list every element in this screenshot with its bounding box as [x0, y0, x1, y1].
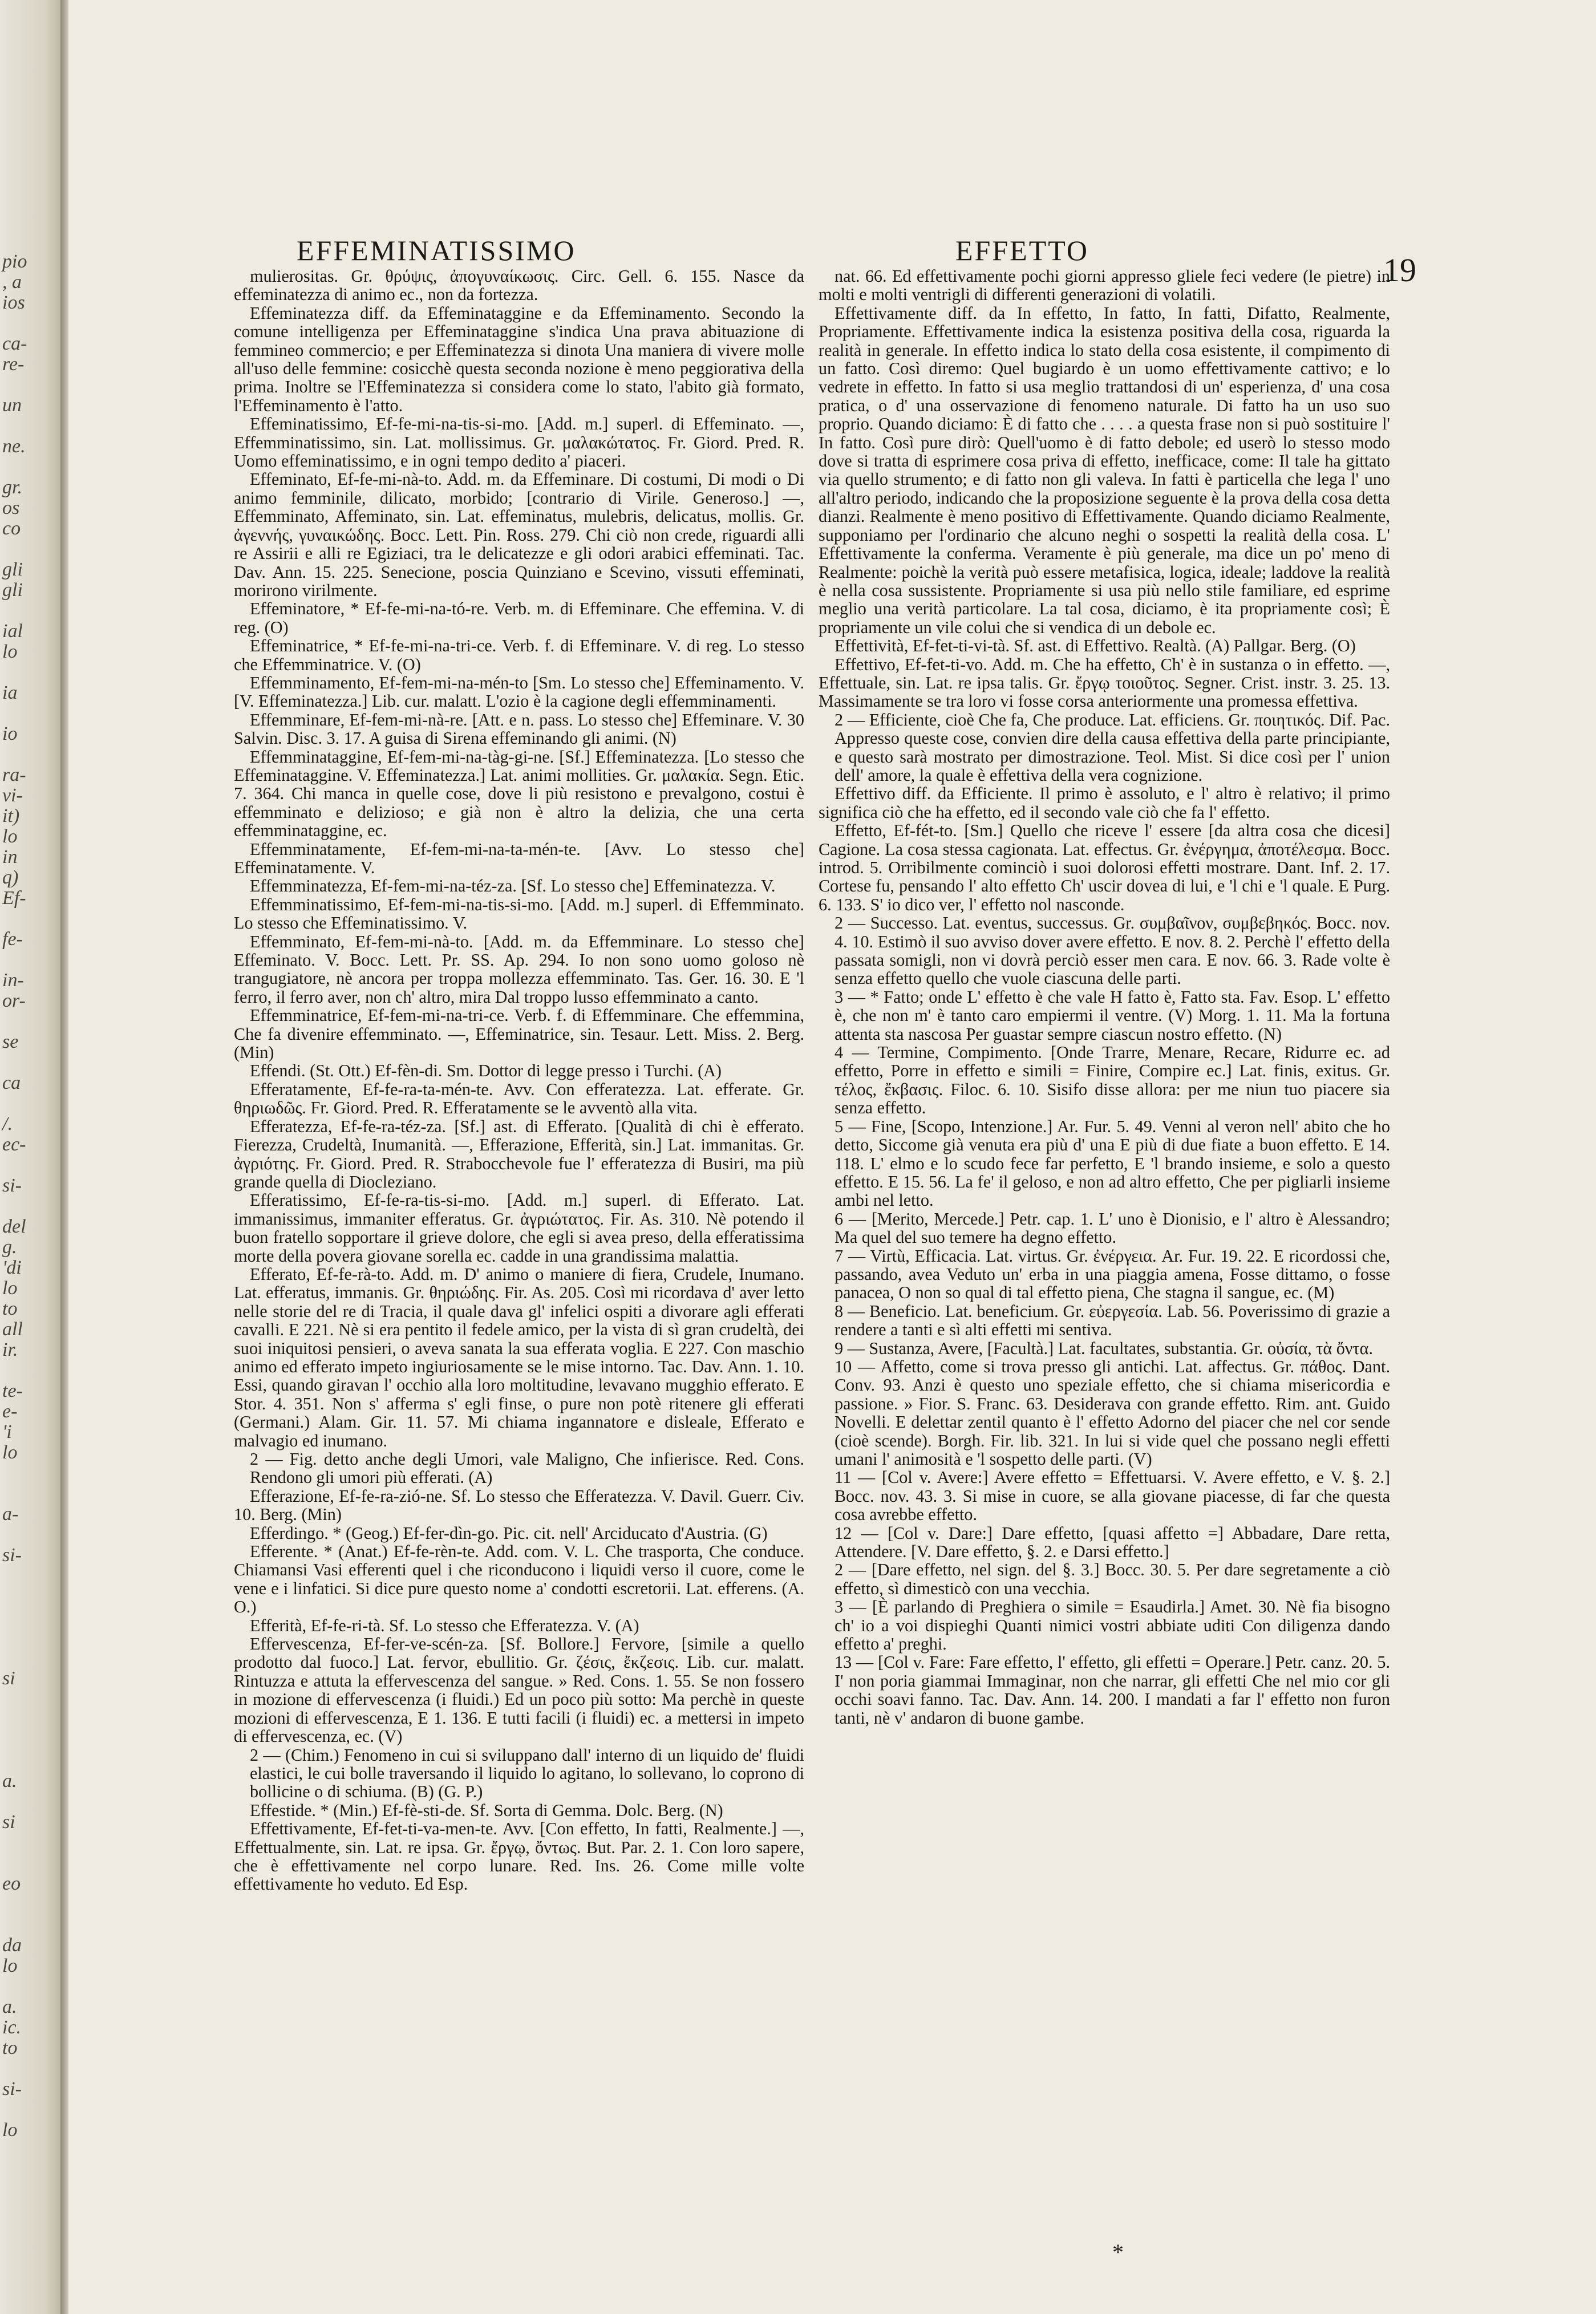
dictionary-entry: Efferdingo. * (Geog.) Ef-fer-dìn-go. Pic. cit. nell' Arciducato d'Austria. (G) [250, 1523, 768, 1543]
dictionary-entry: Effemminato, Ef-fem-mi-nà-to. [Add. m. da Effemminare. Lo stesso che] Effeminato. V. Bocc. Lett. Pr. SS. Ap. 294. Io non sono uomo goloso nè trangugiatore, nè ancora per troppa mollezza effemminato. Tas. Ger. 16. 30. E 'l ferro, il ferro aver, non ch' altro, mira Dal troppo lusso effemminato a canto. [234, 931, 804, 1007]
dictionary-entry: Effeminatrice, * Ef-fe-mi-na-tri-ce. Verb. f. di Effeminare. V. di reg. Lo stesso che Effemminatrice. V. (O) [234, 636, 804, 674]
gutter-fragment: , a [2, 271, 22, 293]
gutter-fragment: gli [2, 579, 23, 601]
dictionary-entry: 2 — (Chim.) Fenomeno in cui si sviluppano dall' interno di un liquido de' fluidi elastici, le cui bolle traversando il liquido lo agitano, lo sollevano, lo coprono di bollicine o di schiuma. (B) (G. P.) [250, 1745, 804, 1802]
gutter-fragment: or- [2, 990, 26, 1011]
gutter-fragment: ir. [2, 1339, 18, 1360]
gutter-fragment: lo [2, 1442, 18, 1463]
gutter-fragment: ec- [2, 1134, 26, 1155]
dictionary-entry: Effervescenza, Ef-fer-ve-scén-za. [Sf. Bollore.] Fervore, [simile a quello prodotto dal fuoco.] Lat. fervor, ebullitio. Gr. ζέσις, ἔκζεσις. Lib. cur. malatt. Rintuzza e attuta la effervescenza del sangue. » Red. Cons. 1. 55. Se non fossero in mozione di effervescenza (i fluidi.) Ed un poco più sotto: Ma perchè in queste mozioni di effervescenza, E 1. 136. E tutti facili (i fluidi) ec. a mettersi in impeto di effervescenza, ec. (V) [234, 1634, 804, 1746]
facing-page-edge [0, 0, 64, 2314]
gutter-fragment: lo [2, 641, 18, 662]
dictionary-entry: 7 — Virtù, Efficacia. Lat. virtus. Gr. ἐνέργεια. Ar. Fur. 19. 22. E ricordossi che, passando, avea Veduto un' erba in una piaggia amena, Fosse dittamo, o fosse panacea, O non so qual di tal effetto piena, Che stagna il sangue, ec. (M) [835, 1246, 1390, 1303]
gutter-fragment: eo [2, 1873, 21, 1894]
gutter-fragment: un [2, 395, 22, 416]
gutter-fragment: si [2, 1812, 15, 1833]
dictionary-entry: Efferente. * (Anat.) Ef-fe-rèn-te. Add. com. V. L. Che trasporta, Che conduce. Chiamansi Vasi efferenti quel i che riconducono i liquidi verso il cuore, come le vene e i linfatici. Si dice pure questo nome a' condotti escretorii. Lat. efferens. (A. O.) [234, 1542, 804, 1617]
gutter-fragment: vi- [2, 785, 23, 806]
dictionary-entry: 2 — Successo. Lat. eventus, successus. Gr. συμβαῖνον, συμβεβηκός. Bocc. nov. 4. 10. Estimò il suo avviso dover avere effetto. E nov. 8. 2. Perchè l' effetto della passata somigli, non vi dovrà perciò esser men cara. E nov. 66. 3. Rade volte è senza effetto quello che vuole ciascuna delle parti. [835, 913, 1390, 988]
book-fold [60, 0, 68, 2314]
gutter-fragment: da [2, 1935, 22, 1956]
dictionary-entry: 9 — Sustanza, Avere, [Facultà.] Lat. facultates, substantia. Gr. οὐσία, τὰ ὄντα. [835, 1338, 1374, 1358]
gutter-fragment: lo [2, 1955, 18, 1976]
dictionary-page [68, 0, 1596, 2314]
dictionary-entry: 8 — Beneficio. Lat. beneficium. Gr. εὐεργεσία. Lab. 56. Poverissimo di grazie a rendere a tanti e sì alti effetti mi sentiva. [835, 1301, 1390, 1340]
dictionary-entry: 11 — [Col v. Avere:] Avere effetto = Effettuarsi. V. Avere effetto, e V. §. 2.] Bocc. nov. 43. 3. Si mise in cuore, se alla giovane piacesse, di far che questa cosa avrebbe effetto. [835, 1468, 1390, 1525]
gutter-fragment: si [2, 1668, 15, 1689]
page-number: 19 [1383, 252, 1416, 289]
running-head-right: EFFETTO [955, 234, 1089, 266]
dictionary-entry: 2 — [Dare effetto, nel sign. del §. 3.] Bocc. 30. 5. Per dare segretamente a ciò effetto, sì dimesticò con una vecchia. [835, 1560, 1390, 1598]
gutter-fragment: se [2, 1031, 19, 1052]
dictionary-entry: 3 — * Fatto; onde L' effetto è che vale H fatto è, Fatto sta. Fav. Esop. L' effetto è, che non m' è tanto caro empiermi il ventre. (V) Morg. 1. 11. Ma la fortuna attenta sta nascosa Per guastar sempre ciascun nostro effetto. (N) [835, 987, 1390, 1044]
gutter-fragment: all [2, 1319, 23, 1340]
dictionary-entry: Effeminatezza diff. da Effeminataggine e da Effeminamento. Secondo la comune intelligenza per Effeminataggine s'indica Una prava abituazione di femmineo commercio; e per Effeminatezza si dinota Una maniera di vivere molle all'uso delle femmine: cosicchè questa seconda nozione è meno peggiorativa della prima. Inoltre se l'Effeminatezza si considera come lo stato, l'abito già formato, l'Effeminamento è l'atto. [234, 303, 804, 415]
dictionary-entry: Effetto, Ef-fét-to. [Sm.] Quello che riceve l' essere [da altra cosa che dicesi] Cagione. La cosa stessa cagionata. Lat. effectus. Gr. ἐνέργημα, ἀποτέλεσμα. Bocc. introd. 5. Orribilmente cominciò i suoi dolorosi effetti mostrare. Dant. Inf. 2. 17. Cortese fu, pensando l' alto effetto Ch' uscir dovea di lui, e 'l chi e 'l quale. E Purg. 6. 133. S' io dico ver, l' effetto nol nasconde. [819, 821, 1390, 914]
gutter-fragment: ra- [2, 764, 26, 785]
dictionary-entry: Effettivo diff. da Efficiente. Il primo è assoluto, e l' altro è relativo; il primo significa ciò che ha effetto, ed il secondo vale ciò che fa l' effetto. [819, 784, 1390, 822]
dictionary-entry: Effemminatezza, Ef-fem-mi-na-téz-za. [Sf. Lo stesso che] Effeminatezza. V. [250, 876, 776, 896]
dictionary-entry: 6 — [Merito, Mercede.] Petr. cap. 1. L' uno è Dionisio, e l' altro è Alessandro; Ma quel del suo temere ha degno effetto. [835, 1209, 1390, 1247]
gutter-fragment: ca [2, 1072, 21, 1093]
dictionary-entry: Effettività, Ef-fet-ti-vi-tà. Sf. ast. di Effettivo. Realtà. (A) Pallgar. Berg. (O) [835, 636, 1356, 656]
gutter-fragment: /. [2, 1113, 13, 1134]
dictionary-entry: 4 — Termine, Compimento. [Onde Trarre, Menare, Recare, Ridurre ec. ad effetto, Porre in effetto e simili = Finire, Compire ec.] Lat. finis, exitus. Gr. τέλος, ἔκβασις. Filoc. 6. 10. Sisifo disse allora: per me niun tuo piacere sia senza effetto. [835, 1043, 1390, 1118]
right-column [819, 267, 1390, 2229]
gutter-fragment: 'i [2, 1421, 12, 1442]
gutter-fragment: it) [2, 805, 20, 826]
dictionary-entry: Efferato, Ef-fe-rà-to. Add. m. D' animo o maniere di fiera, Crudele, Inumano. Lat. efferatus, immanis. Gr. θηριώδης. Fir. As. 205. Così mi ricordava d' aver letto nelle storie del re di Tracia, il quale dava gl' infelici ospiti a divorare agli efferati cavalli. E 221. Nè si era pentito il fedele amico, per la vista di sì gran crudeltà, dei suoi iniquitosi pensieri, o aveva sanata la sua efferata voglia. E 227. Con maschio animo ed efferato impeto ingiuriosamente se le mise intorno. Tac. Dav. Ann. 1. 10. Essi, quando giravan l' occhio alla loro moltitudine, levavano mugghio efferato. E Stor. 4. 351. Non s' afferma s' egli finse, o pure non potè ritenere gli efferati (Germani.) Alam. Gir. 11. 57. Mi chiama ingannatore e disleale, Efferato e malvagio ed inumano. [234, 1264, 804, 1450]
gutter-fragment: a- [2, 1504, 19, 1525]
dictionary-entry: 12 — [Col v. Dare:] Dare effetto, [quasi affetto =] Abbadare, Dare retta, Attendere. [V. Dare effetto, §. 2. e Darsi effetto.] [835, 1523, 1390, 1562]
gutter-fragment: q) [2, 867, 19, 888]
dictionary-entry: nat. 66. Ed effettivamente pochi giorni appresso gliele feci vedere (le pietre) in molti e molti ventrigli di differenti generazioni di volatili. [819, 267, 1390, 305]
gutter-fragment: te- [2, 1380, 23, 1401]
dictionary-entry: Effestide. * (Min.) Ef-fè-sti-de. Sf. Sorta di Gemma. Dolc. Berg. (N) [250, 1800, 723, 1820]
gutter-fragment: lo [2, 2120, 18, 2141]
footer-mark: * [1112, 2239, 1124, 2265]
dictionary-entry: Effettivamente diff. da In effetto, In fatto, In fatti, Difatto, Realmente, Propriamente. Effettivamente indica la esistenza positiva della cosa, riguarda la realità in generale. In effetto indica lo stato della cosa esistente, il compimento di un fatto. Così diremo: Quel bugiardo è un uomo effettivamente cattivo; e lo vedrete in effetto. In fatto si usa meglio trattandosi di un' esperienza, d' una cosa pratica, o d' una osservazione di fenomeno naturale. Di fatto ha un uso suo proprio. Quando diciamo: È di fatto che . . . . a questa frase non si può sostituire l' In fatto. Così pure dirò: Quell'uomo è di fatto debole; ed userò lo stesso modo dove si tratta di esprimere cosa priva di effetto, inefficace, come: Il tale ha gittato via quello strumento; e di fatto non gli valeva. In fatti è particella che lega l' uno all'altro periodo, indicando che la proposizione seguente è la prova della cosa detta dianzi. Realmente è meno positivo di Effettivamente. Quando diciamo Realmente, supponiamo per l'ordinario che alcuno neghi o sospetti la realità della cosa. L' Effettivamente la conferma. Veramente è più generale, ma dice un po' meno di Realmente: poichè la verità può essere metafisica, logica, ideale; laddove la realità è nella cosa sussistente. Propriamente si usa più nello stile familiare, ed esprime meglio una verità particolare. La tal cosa, diciamo, è ita propriamente così; È propriamente un vile colui che si vendica di un debole ec. [819, 303, 1390, 637]
dictionary-entry: Effemminatrice, Ef-fem-mi-na-tri-ce. Verb. f. di Effemminare. Che effemmina, Che fa divenire effemminato. —, Effeminatrice, sin. Tesaur. Lett. Miss. 2. Berg. (Min) [234, 1006, 804, 1063]
gutter-fragment: a. [2, 1996, 17, 2017]
dictionary-entry: 10 — Affetto, come si trova presso gli antichi. Lat. affectus. Gr. πάθος. Dant. Conv. 93. Anzi è questo uno speziale effetto, che si chiama misericordia e passione. » Fior. S. Franc. 63. Desiderava con grande effetto. Rim. ant. Guido Novelli. E delettar zentil quanto è l' effetto Adorno del piacer che nel cor sende (cioè scende). Borgh. Fir. lib. 321. In lui si vide quel che possano negli effetti umani l' animosità e 'l sospetto delle parti. (V) [835, 1356, 1390, 1469]
left-column [234, 267, 804, 2229]
dictionary-entry: Effemminamento, Ef-fem-mi-na-mén-to [Sm. Lo stesso che] Effeminamento. V. [V. Effeminatezza.] Lib. cur. malatt. L'ozio è la cagione degli effemminamenti. [234, 672, 804, 711]
dictionary-entry: Effeminato, Ef-fe-mi-nà-to. Add. m. da Effeminare. Di costumi, Di modi o Di animo femminile, dilicato, morbido; [contrario di Virile. Generoso.] —, Effemminato, Affeminato, sin. Lat. effeminatus, mulebris, delicatus, mollis. Gr. ἀγεννής, γυναικώδης. Bocc. Lett. Pin. Ross. 279. Chi ciò non crede, riguardi alli re Assirii e alli re Egiziaci, tra le delicatezze e gli odori arabici effeminati. Tac. Dav. Ann. 15. 225. Senecione, poscia Quinziano e Scevino, vissuti effeminati, morirono virilmente. [234, 469, 804, 600]
gutter-fragment: fe- [2, 929, 23, 950]
dictionary-entry: Effettivamente, Ef-fet-ti-va-men-te. Avv. [Con effetto, In fatti, Realmente.] —, Effettualmente, sin. Lat. re ipsa. Gr. ἔργῳ, ὄντως. But. Par. 2. 1. Con loro sapere, che è effettivamente nel corpo lunare. Red. Ins. 26. Come mille volte effettivamente ho veduto. Ed Esp. [234, 1819, 804, 1894]
dictionary-entry: Efferatissimo, Ef-fe-ra-tis-si-mo. [Add. m.] superl. di Efferato. Lat. immanissimus, immaniter efferatus. Gr. ἀγριώτατος. Fir. As. 310. Nè potendo il buon fratello sopportare il grieve dolore, che egli si avea preso, della efferatissima morte della povera giovane sorella ec. cadde in una grandissima malattia. [234, 1190, 804, 1266]
gutter-fragment: si- [2, 2078, 22, 2100]
dictionary-entry: Effeminatore, * Ef-fe-mi-na-tó-re. Verb. m. di Effeminare. Che effemina. V. di reg. (O) [234, 599, 804, 637]
gutter-fragment: del [2, 1216, 26, 1237]
gutter-fragment: in- [2, 970, 24, 991]
gutter-fragment: si- [2, 1545, 22, 1566]
dictionary-entry: Efferatamente, Ef-fe-ra-ta-mén-te. Avv. Con efferatezza. Lat. efferate. Gr. θηριωδῶς. Fr. Giord. Pred. R. Efferatamente se le avventò alla vita. [234, 1079, 804, 1118]
gutter-fragment: g. [2, 1237, 17, 1258]
gutter-fragment: ia [2, 682, 18, 703]
gutter-fragment: re- [2, 354, 25, 375]
dictionary-entry: 2 — Efficiente, cioè Che fa, Che produce. Lat. efficiens. Gr. ποιητικός. Dif. Pac. Appresso queste cose, convien dire della causa effettiva della parte principiante, e questo sarà mostrato per dimostrazione. Teol. Mist. Si dice così per l' union dell' amore, la quale è effettiva della vera cognizione. [835, 710, 1390, 785]
gutter-fragment: gr. [2, 477, 22, 498]
dictionary-entry: Effemminare, Ef-fem-mi-nà-re. [Att. e n. pass. Lo stesso che] Effeminare. V. 30 Salvin. Disc. 3. 17. A guisa di Sirena effeminando gli animi. (N) [234, 710, 804, 748]
dictionary-entry: 2 — Fig. detto anche degli Umori, vale Maligno, Che infierisce. Red. Cons. Rendono gli umori più efferati. (A) [250, 1449, 804, 1488]
dictionary-entry: Effemminatissimo, Ef-fem-mi-na-tis-si-mo. [Add. m.] superl. di Effemminato. Lo stesso che Effeminatissimo. V. [234, 894, 804, 933]
gutter-fragment: lo [2, 1278, 18, 1299]
gutter-fragment: ic. [2, 2017, 22, 2038]
dictionary-entry: Efferatezza, Ef-fe-ra-téz-za. [Sf.] ast. di Efferato. [Qualità di chi è efferato. Fierezza, Crudeltà, Inumanità. —, Efferazione, Efferità, sin.] Lat. immanitas. Gr. ἀγριότης. Fr. Giord. Pred. R. Strabocchevole fue l' efferatezza di Busiri, ma più grande quella di Diocleziano. [234, 1116, 804, 1192]
gutter-fragment: Ef- [2, 887, 26, 909]
gutter-fragment: ne. [2, 436, 26, 457]
gutter-fragment: os [2, 497, 20, 518]
dictionary-entry: 5 — Fine, [Scopo, Intenzione.] Ar. Fur. 5. 49. Venni al veron nell' abito che ho detto, Siccome già venuta era più d' una E più di due fiate a buon effetto. E 14. 118. L' elmo e lo scudo fece far perfetto, E 'l brando insieme, e solo a questo effetto. E 15. 56. La fe' il geloso, e non ad altro effetto, Che per pigliarli insieme ambi nel letto. [835, 1116, 1390, 1210]
dictionary-entry: Effeminatissimo, Ef-fe-mi-na-tis-si-mo. [Add. m.] superl. di Effeminato. —, Effemminatissimo, sin. Lat. mollissimus. Gr. μαλακώτατος. Fr. Giord. Pred. R. Uomo effeminatissimo, e in ogni tempo dedito a' piaceri. [234, 414, 804, 471]
running-head-left: EFFEMINATISSIMO [297, 234, 576, 266]
gutter-fragment: a. [2, 1770, 17, 1792]
gutter-fragment: 'di [2, 1257, 22, 1278]
dictionary-entry: Effettivo, Ef-fet-ti-vo. Add. m. Che ha effetto, Ch' è in sustanza o in effetto. —, Effettuale, sin. Lat. re ipsa talis. Gr. ἔργῳ τοιοῦτος. Segner. Crist. instr. 3. 25. 13. Massimamente se tra loro vi fosse corsa anteriormente una promessa effettiva. [819, 654, 1390, 711]
gutter-fragment: to [2, 2037, 18, 2058]
dictionary-entry: 3 — [È parlando di Preghiera o simile = Esaudirla.] Amet. 30. Nè fia bisogno ch' io a voi dispieghi Quanti nimici vostri abbiate uditi Con diligenza dando effetto a' preghi. [835, 1597, 1390, 1654]
gutter-fragment: ial [2, 621, 23, 642]
gutter-fragment: in [2, 846, 18, 868]
dictionary-entry: 13 — [Col v. Fare: Fare effetto, l' effetto, gli effetti = Operare.] Petr. canz. 20. 5. I' non poria giammai Immaginar, non che narrar, gli effetti Che nel mio cor gli occhi soavi fanno. Tac. Dav. Ann. 14. 200. I mandati a far l' effetto non furon tanti, nè v' andaron di buone gambe. [835, 1652, 1390, 1728]
dictionary-entry: Efferazione, Ef-fe-ra-zió-ne. Sf. Lo stesso che Efferatezza. V. Davil. Guerr. Civ. 10. Berg. (Min) [234, 1486, 804, 1525]
gutter-fragment: ios [2, 292, 25, 313]
gutter-fragment: si- [2, 1175, 22, 1196]
gutter-fragment: lo [2, 826, 18, 847]
dictionary-entry: Effemminataggine, Ef-fem-mi-na-tàg-gi-ne. [Sf.] Effeminatezza. [Lo stesso che Effeminataggine. V. Effeminatezza.] Lat. animi mollities. Gr. μαλακία. Segn. Etic. 7. 364. Chi manca in quelle cose, dove li più resistono e prevalgono, costui è effemminato e delizioso; e già non è altro la delizia, che una certa effemminataggine, ec. [234, 747, 804, 841]
gutter-fragment: e- [2, 1401, 18, 1422]
gutter-fragment: ca- [2, 333, 27, 354]
dictionary-entry: Efferità, Ef-fe-ri-tà. Sf. Lo stesso che Efferatezza. V. (A) [250, 1615, 639, 1635]
gutter-fragment: gli [2, 559, 23, 580]
gutter-fragment: co [2, 518, 21, 539]
dictionary-entry: mulierositas. Gr. θρύψις, ἀπογυναίκωσις. Circ. Gell. 6. 155. Nasce da effeminatezza di animo ec., non da fortezza. [234, 267, 804, 305]
dictionary-entry: Effendi. (St. Ott.) Ef-fèn-di. Sm. Dottor di legge presso i Turchi. (A) [250, 1061, 722, 1081]
gutter-fragment: pio [2, 251, 27, 272]
gutter-fragment: to [2, 1298, 18, 1319]
gutter-fragment: io [2, 723, 18, 744]
dictionary-entry: Effemminatamente, Ef-fem-mi-na-ta-mén-te. [Avv. Lo stesso che] Effeminatamente. V. [234, 839, 804, 877]
